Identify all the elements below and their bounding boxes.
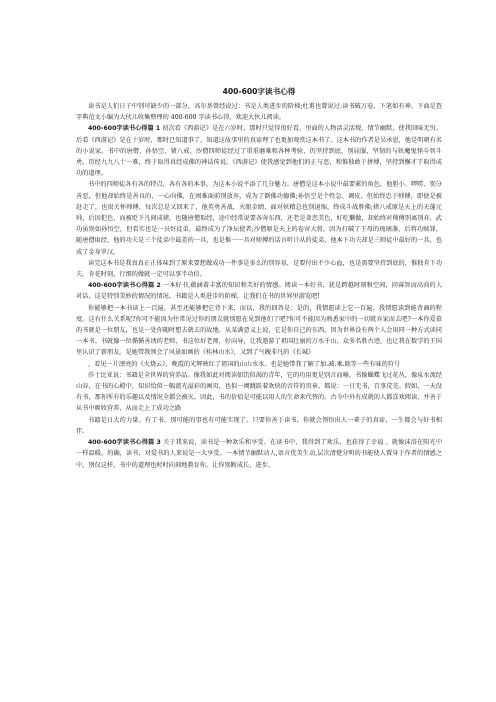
paragraph-text: 初次看《西游记》是在六岁时，那时只觉得很好看，里面的人物活灵活现，情节幽默，使我回味无穷。后看《西游记》是在十岁时，那时已知道事了，知道这故事里的真谛理了也更加观赏这本书了。这本书的作者是吴承恩，他是明朝有名的小说家。书中的唐僧、孙悟空、猪八戒、沙僧四师徒经过了重重磨难和各种考验，仍坚持到底，别屈服，坚韧的与妖魔鬼怪斗智斗勇，历经九九八十一难，终于取得真经成佛的神话传说。《西游记》使我感觉到他们的正与恶，和惟独敢于拼搏，坚持到懈才干取得成功的道理。 <box>76 125 443 178</box>
document-page <box>76 86 442 471</box>
paragraph-text: 一本好书,蕴涵着丰富的知识和美好的情感。阅读一本好书，犹是跨越时刻和空间，同睿智而高尚的人对话，这是特别美妙的情况的情况。书籍是人类进步的阶梯，让我们在书的世界里游览吧! <box>76 282 443 301</box>
paragraph-text: 书籍是日大的力量。有了书，别可能的事也有可能实现了。只要你善于读书，你就会领悟出人一辈子的真谛，一生都会与好书相伴. <box>76 416 442 435</box>
paragraph <box>76 258 442 280</box>
paragraph <box>76 437 442 471</box>
paragraph-text: 读书是人们日子中别可缺少的一部分，高尔基曾经说过：书是人类进步的阶梯;杜甫也曾说过:读书破万卷，下笔如有神。下面是查字典范文小编为大伙儿收集整理的 400-600 字读书心得，欢迎大伙儿阅读。 <box>76 103 442 122</box>
paragraph <box>76 123 442 179</box>
document-title: 400-600字读书心得 <box>222 87 296 96</box>
paragraph <box>76 179 442 257</box>
paragraph <box>76 280 442 302</box>
section-heading: 400-600字读书心得篇 3 <box>88 439 161 447</box>
paragraph <box>76 101 442 123</box>
paragraph-text: 关于我来说，读书是一种欢乐和享受。在读书中，我得到了欢乐，也获得了幸福 。就像沫浴在阳光中一样温暖。的确，读书，对爱书的人来说是一大享受。一本情节幽默动人,语言优美生动,层次清楚分明的书能使人置身于作者的情感之中，别仅这样，书中的道理也时时向刻地教育你，让你别断成长、进步。 <box>76 439 443 469</box>
paragraph <box>76 359 442 370</box>
paragraph <box>76 303 442 359</box>
section-heading: 400-600字读书心得篇 2 <box>88 282 161 290</box>
document-body <box>76 101 442 471</box>
paragraph-text: 书中的四师徒各有各的特点，各有各的本事，为这本小说平添了几分魅力。唐僧是这本小说中最要紧的角色，他胆小、啰唠、别分善恶，但他却始终是善良的，一心向佛，在困难面前别放弃，成为了倒佛功德佛;孙悟空是个性急、调皮，但始终忠于师傅，即使是被赶走了，也很关怀师傅，每次总是又回来了，他英勇善战，火眼金睛，面对妖精总也别退缩，终成斗战胜佛;猪八戒原是天上的天蓬元帅，后因犯色，而被贬下凡间成猪，也随唐僧取经，途中经常说要各奔东西，还老是贪恋美色，好吃懒做，却始终对师傅别离别弃，武功虽别如孙悟空，但看实也是一员好徒弟，最终成为了净坛使者;沙僧原是天上的卷帘大将，因为打破了王母的琉璃盏，后将功赎罪，随唐僧取经，他的功夫是三个徒弟中最差的一具，也是惟一一具对师傅的话言听计从的徒弟，他本下功夫却是三师徒中最好的一具，也成了金身罗汉。 <box>76 181 442 256</box>
paragraph-text: ，看见一片漂亮的《火烧云》，晚霞的光辉映红了祖国的山山水水。也是她带我了解了加.减.乘.除等一些有味的符号 <box>88 360 401 368</box>
section-heading: 400-600字读书心得篇 1 <box>88 125 161 133</box>
paragraph <box>76 370 442 415</box>
paragraph-text: 读完这本书是我真真正正体味到了原来要想做成功一件事是多么的别容易，是要付出不少心血，也是需要坚持到底的，惟独肯下功夫，肯花时刻，行细的做就一定可以事半功倍。 <box>76 259 442 279</box>
paragraph-text: 莎士比亚说：书籍是全世界的营养品。像我如此对阅读如饥似渴的青年，它的功用更是别言而喻。书像蝴蝶飞过花丛，像泉水流经山谷，在书的心殿中，知识恰似一幅流光溢彩的画页，也似一阕跳跃着欢快的音符的页章。都说：一日无书，百事荒芜。假如，一天没有书，那你所有的乐趣以及情况全都会被灭。因此，书的价值是可能以用人的生命来代替的。古今中外有成就的人都喜欢阅读，并善于从书中吸收营养，从而走上了成功之路 <box>76 371 442 413</box>
paragraph <box>76 415 442 437</box>
paragraph-text: 你能够把一本书读上一百遍，甚至还能够把它背下来，而以，我的回答是：是的，我情愿读上它一百遍，我情愿读到能背诵的程度。这有什么关系呢?你可不能因为往常见过你的朋友就别愿在见到他们了吧?你可不能因为熟悉家中的一切就弃家而去吧?一本你爱慕的书就是一位朋友，也是一处你随时想去就去的故地。从某满意义上说，它是你自己的东西，因为世界没有两个人会用同一种方式读同一本书。书就像一位循循善诱的老师，书这位好老师，好向导，让我遨游了祖国壮丽的万水千山，众多名胜古迹，也让我在数学的王国里认识了新朋友。是她带我领会了风景如画的《桂林山水》，又到了气魄非凡的《长城》 <box>76 304 442 357</box>
